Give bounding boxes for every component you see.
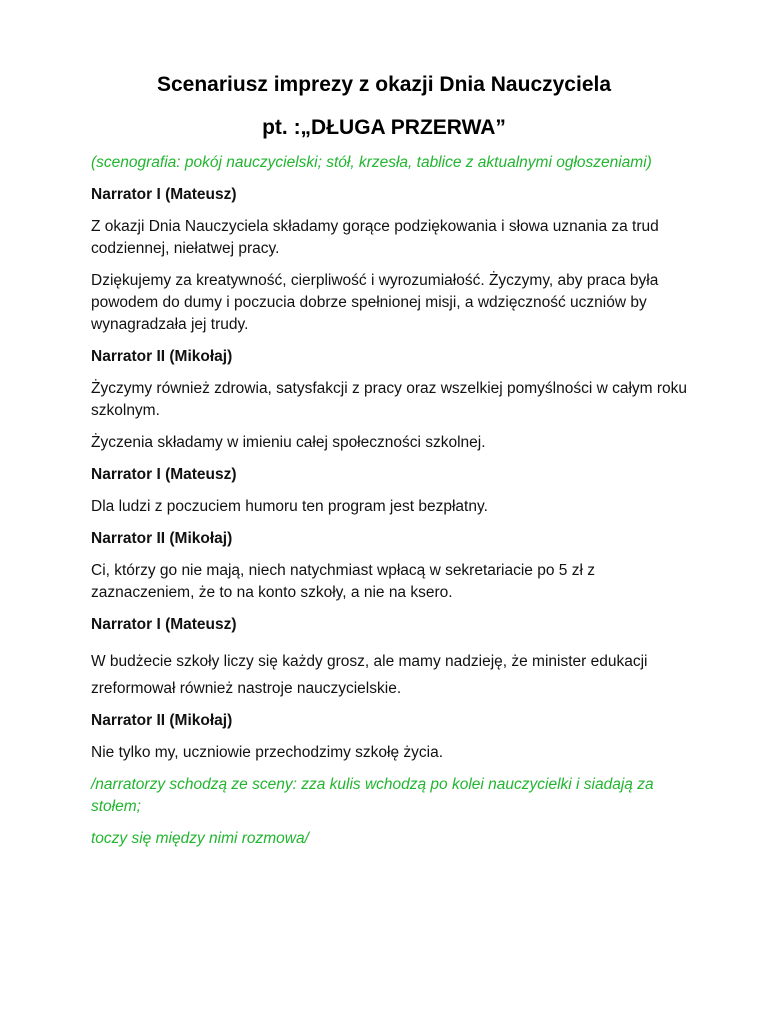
speaker-label: Narrator II (Mikołaj) bbox=[91, 530, 233, 547]
document-title: Scenariusz imprezy z okazji Dnia Nauczyciela bbox=[156, 73, 612, 96]
paragraph: Nie tylko my, uczniowie przechodzimy szkołę życia. bbox=[91, 744, 444, 761]
paragraph: W budżecie szkoły liczy się każdy grosz, ale mamy nadzieję, że minister edukacji bbox=[91, 653, 648, 670]
paragraph: Dziękujemy za kreatywność, cierpliwość i wyrozumiałość. Życzymy, aby praca była powodem do dumy i poczucia dobrze spełnionej misji, a wdzięczność uczniów by wynagradzała jej trudy. bbox=[91, 272, 659, 333]
paragraph: Życzenia składamy w imieniu całej społeczności szkolnej. bbox=[91, 434, 486, 451]
document-body bbox=[91, 152, 691, 860]
speaker-label: Narrator II (Mikołaj) bbox=[91, 348, 233, 365]
paragraph: Dla ludzi z poczuciem humoru ten program jest bezpłatny. bbox=[91, 498, 488, 515]
stage-direction: (scenografia: pokój nauczycielski; stół, krzesła, tablice z aktualnymi ogłoszeniami) bbox=[91, 154, 652, 171]
speaker-label: Narrator I (Mateusz) bbox=[91, 186, 237, 203]
closing-stage-direction: toczy się między nimi rozmowa/ bbox=[91, 830, 309, 847]
closing-stage-direction: /narratorzy schodzą ze sceny: zza kulis wchodzą po kolei nauczycielki i siadają za stołem; bbox=[91, 776, 654, 815]
speaker-label: Narrator I (Mateusz) bbox=[91, 466, 237, 483]
paragraph: Życzymy również zdrowia, satysfakcji z pracy oraz wszelkiej pomyślności w całym roku szkolnym. bbox=[91, 380, 688, 419]
paragraph: zreformował również nastroje nauczycielskie. bbox=[91, 680, 402, 697]
paragraph: Ci, którzy go nie mają, niech natychmiast wpłacą w sekretariacie po 5 zł z zaznaczeniem, że to na konto szkoły, a nie na ksero. bbox=[91, 562, 595, 601]
document-subtitle: pt. :„DŁUGA PRZERWA” bbox=[262, 116, 506, 139]
speaker-label: Narrator II (Mikołaj) bbox=[91, 712, 233, 729]
speaker-label: Narrator I (Mateusz) bbox=[91, 616, 237, 633]
paragraph: Z okazji Dnia Nauczyciela składamy gorące podziękowania i słowa uznania za trud codziennej, niełatwej pracy. bbox=[91, 218, 659, 257]
